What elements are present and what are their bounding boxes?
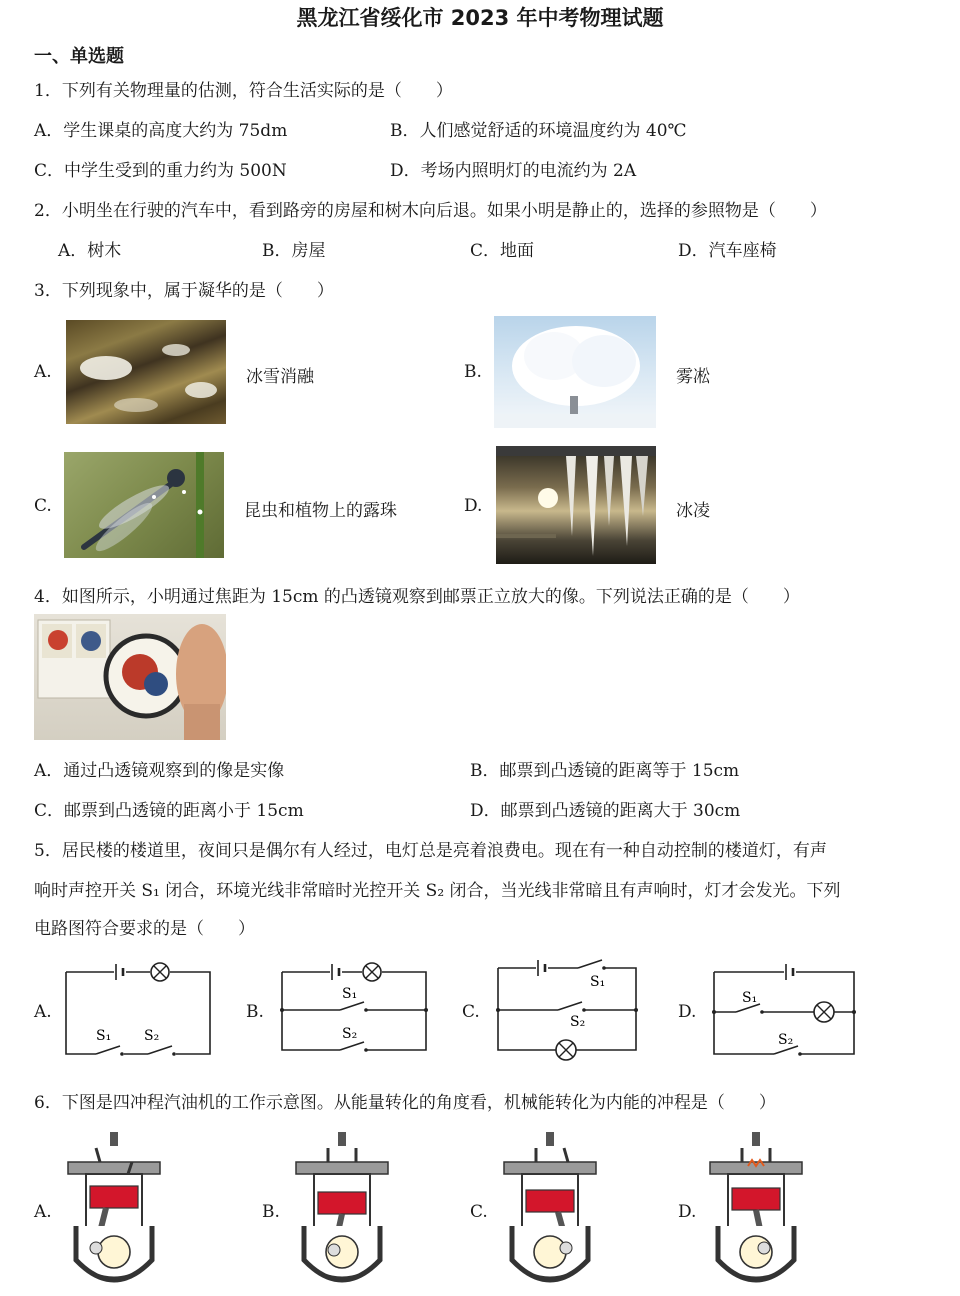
question-1-stem: 1．下列有关物理量的估测，符合生活实际的是（ ） <box>34 81 453 101</box>
question-5-stem-line-1: 5．居民楼的楼道里，夜间只是偶尔有人经过，电灯总是亮着浪费电。现在有一种自动控制的楼道灯，有声 <box>34 841 827 861</box>
rime-tree-photo <box>494 316 656 428</box>
circuit-c-s1-label: S₁ <box>590 974 606 990</box>
q1-option-d[interactable]: D．考场内照明灯的电流约为 2A <box>390 161 637 181</box>
circuit-c <box>496 956 638 1064</box>
engine-c <box>502 1130 598 1290</box>
q2-option-b[interactable]: B．房屋 <box>262 241 326 261</box>
engine-d <box>708 1130 804 1290</box>
q2-option-d[interactable]: D．汽车座椅 <box>678 241 777 261</box>
q5-option-b-letter[interactable]: B. <box>246 1002 264 1022</box>
q5-option-c-letter[interactable]: C. <box>462 1002 480 1022</box>
circuit-d <box>712 958 856 1056</box>
q3-caption-b: 雾凇 <box>676 367 710 387</box>
q1-option-b[interactable]: B．人们感觉舒适的环境温度约为 40℃ <box>390 121 687 141</box>
circuit-a-s1-label: S₁ <box>96 1028 112 1044</box>
q2-option-c[interactable]: C．地面 <box>470 241 535 261</box>
q3-caption-a: 冰雪消融 <box>246 367 314 387</box>
dragonfly-illustration <box>64 452 224 558</box>
q5-option-a-letter[interactable]: A. <box>34 1002 52 1022</box>
q6-option-b-letter[interactable]: B. <box>262 1202 280 1222</box>
engine-a <box>66 1130 162 1290</box>
q4-option-a[interactable]: A．通过凸透镜观察到的像是实像 <box>34 761 285 781</box>
q3-option-d-letter[interactable]: D. <box>464 496 483 516</box>
q1-option-a[interactable]: A．学生课桌的高度大约为 75dm <box>34 121 288 141</box>
q3-option-a-letter[interactable]: A. <box>34 362 52 382</box>
q4-option-b[interactable]: B．邮票到凸透镜的距离等于 15cm <box>470 761 740 781</box>
question-4-stem: 4．如图所示，小明通过焦距为 15cm 的凸透镜观察到邮票正立放大的像。下列说法正确的是（ ） <box>34 587 800 607</box>
q1-option-c[interactable]: C．中学生受到的重力约为 500N <box>34 161 287 181</box>
circuit-b-s1-label: S₁ <box>342 986 358 1002</box>
circuit-c-s2-label: S₂ <box>570 1014 586 1030</box>
circuit-d-s2-label: S₂ <box>778 1032 794 1048</box>
circuit-d-s1-label: S₁ <box>742 990 758 1006</box>
circuit-a <box>66 958 212 1058</box>
q6-option-a-letter[interactable]: A. <box>34 1202 52 1222</box>
melting-snow-illustration <box>66 320 226 424</box>
section-heading: 一、单选题 <box>34 46 124 67</box>
q3-caption-c: 昆虫和植物上的露珠 <box>244 501 397 521</box>
question-5-stem-line-2: 响时声控开关 S₁ 闭合，环境光线非常暗时光控开关 S₂ 闭合，当光线非常暗且有声响时，灯才会发光。下列 <box>34 881 841 901</box>
q3-caption-d: 冰凌 <box>676 501 710 521</box>
question-3-stem: 3．下列现象中，属于凝华的是（ ） <box>34 281 334 301</box>
q3-option-b-letter[interactable]: B. <box>464 362 482 382</box>
q4-option-c[interactable]: C．邮票到凸透镜的距离小于 15cm <box>34 801 304 821</box>
engine-b <box>294 1130 390 1290</box>
melting-snow-photo <box>66 320 226 424</box>
page-title: 黑龙江省绥化市 2023 年中考物理试题 <box>296 6 664 30</box>
magnifier-illustration <box>34 614 226 740</box>
q6-option-c-letter[interactable]: C. <box>470 1202 488 1222</box>
rime-tree-illustration <box>494 316 656 428</box>
q6-option-d-letter[interactable]: D. <box>678 1202 697 1222</box>
circuit-b <box>280 958 428 1054</box>
q2-option-a[interactable]: A．树木 <box>58 241 122 261</box>
question-6-stem: 6．下图是四冲程汽油机的工作示意图。从能量转化的角度看，机械能转化为内能的冲程是（ ） <box>34 1093 776 1113</box>
icicles-photo <box>496 446 656 564</box>
q3-option-c-letter[interactable]: C. <box>34 496 52 516</box>
circuit-a-s2-label: S₂ <box>144 1028 160 1044</box>
circuit-b-s2-label: S₂ <box>342 1026 358 1042</box>
magnifier-stamp-photo <box>34 614 226 740</box>
q5-option-d-letter[interactable]: D. <box>678 1002 697 1022</box>
q4-option-d[interactable]: D．邮票到凸透镜的距离大于 30cm <box>470 801 741 821</box>
question-2-stem: 2．小明坐在行驶的汽车中，看到路旁的房屋和树木向后退。如果小明是静止的，选择的参照物是（ ） <box>34 201 827 221</box>
dewdrops-photo <box>64 452 224 558</box>
question-5-stem-line-3: 电路图符合要求的是（ ） <box>34 919 255 939</box>
icicles-illustration <box>496 446 656 564</box>
